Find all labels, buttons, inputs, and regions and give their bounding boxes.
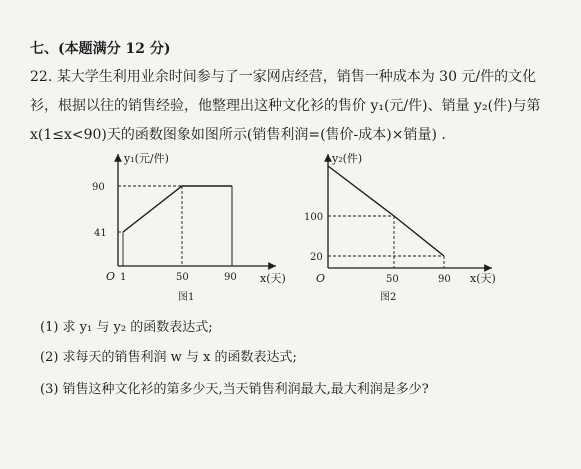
problem-text-1: 某大学生利用业余时间参与了一家网店经营，销售一种成本为 30 元/件的文化 [56, 69, 537, 85]
figure-2 [298, 148, 498, 308]
fig1-xtick-90: 90 [224, 272, 237, 283]
fig1-caption: 图1 [178, 292, 195, 303]
fig2-ylabel: y₂(件) [332, 152, 363, 165]
question-2: (2) 求每天的销售利润 w 与 x 的函数表达式; [40, 350, 297, 365]
fig1-origin: O [106, 270, 116, 283]
fig1-ytick-90: 90 [92, 182, 105, 193]
fig2-ytick-20: 20 [310, 252, 323, 263]
fig2-caption: 图2 [380, 292, 397, 303]
fig1-xtick-1: 1 [120, 272, 127, 283]
fig1-xtick-50: 50 [176, 272, 189, 283]
fig1-xlabel: x(天) [260, 272, 286, 285]
fig2-series [328, 166, 444, 256]
fig2-xtick-90: 90 [438, 274, 451, 285]
question-1: (1) 求 y₁ 与 y₂ 的函数表达式; [40, 320, 213, 335]
section-title: 七、(本题满分 12 分) [30, 41, 171, 57]
fig1-ylabel: y₁(元/件) [124, 152, 169, 165]
fig1-ytick-41: 41 [94, 228, 107, 239]
problem-line-3: x(1≤x<90)天的函数图象如图所示(销售利润=(售价-成本)×销量) . [30, 127, 446, 143]
problem-number: 22. [30, 69, 53, 85]
fig2-xtick-50: 50 [386, 274, 399, 285]
question-3: (3) 销售这种文化衫的第多少天,当天销售利润最大,最大利润是多少? [40, 382, 429, 397]
problem-line-1 [30, 66, 536, 86]
fig2-origin: O [316, 272, 326, 285]
figure-1 [82, 148, 286, 303]
fig1-series [123, 186, 232, 232]
problem-line-2: 衫，根据以往的销售经验，他整理出这种文化衫的售价 y₁(元/件)、销量 y₂(件)与第 [30, 98, 541, 114]
fig2-ytick-100: 100 [304, 212, 324, 223]
fig2-xlabel: x(天) [470, 272, 496, 285]
